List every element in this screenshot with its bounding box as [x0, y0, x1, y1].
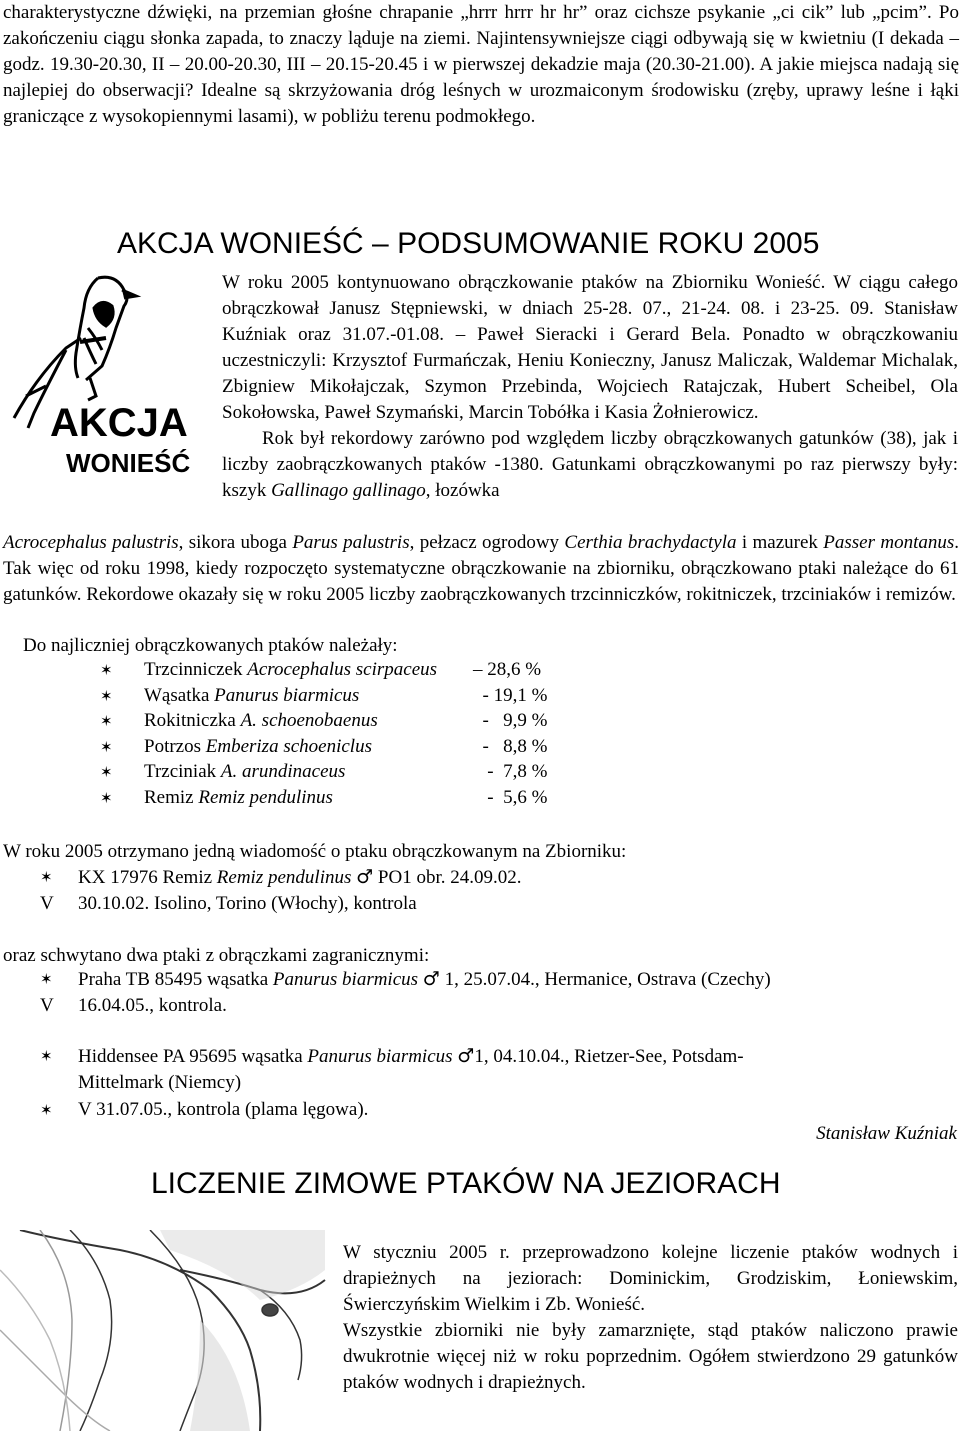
star-icon: ✶: [100, 661, 113, 679]
foreign-intro: oraz schwytano dwa ptaki z obrączkami zagranicznymi:: [3, 945, 430, 966]
logo-text-akcja: AKCJA: [50, 401, 188, 445]
star-icon: ✶: [40, 1101, 53, 1119]
list-item: ✶ Potrzos Emberiza schoeniclus - 8,8 %: [100, 734, 144, 760]
akcja-record-text: Rok był rekordowy zarówno pod względem liczby obrączkowanych gatunków (38), jak i liczby zaobrączkowanych ptaków -1380. Gatunkami obrączkowanymi po raz pierwszy były: kszyk Gallinago gallinago, łozówka: [222, 428, 958, 501]
akcja-paragraph-2: Acrocephalus palustris, sikora uboga Parus palustris, pełzacz ogrodowy Certhia brachydactyla i mazurek Passer montanus. Tak więc od roku 1998, kiedy rozpoczęto systematyczne obrączkowanie na zbiorniku, obrączkowano ptaki należące do 61 gatunków. Rekordowe okazały się w roku 2005 liczby zaobrączkowanych trzcinniczków, rokitniczek, trzciniaków i remizów.: [3, 532, 959, 605]
recovery-intro: W roku 2005 otrzymano jedną wiadomość o ptaku obrączkowanym na Zbiorniku:: [3, 841, 627, 862]
species-list: [100, 657, 548, 811]
male-icon: ♂: [422, 968, 440, 990]
star-icon: ✶: [100, 737, 113, 756]
intro-paragraph: charakterystyczne dźwięki, na przemian głośne chrapanie „hrrr hrrr hr hr” oraz cichsze psykanie „ci cik” lub „pcim”. Po zakończeniu ciągu słonka zapada, to znaczy ląduje na ziemi. Najintensywniejsze ciągi odbywają się w kwietniu (I dekada – godz. 19.30-20.30, II – 20.00-20.30, III – 20.15-20.45 i w pierwszej dekadzie maja (20.30-21.00). A jakie miejsca nadają się najlepiej do obserwacji? Idealne są skrzyżowania dróg leśnych w urozmaiconym środowisku (zręby, uprawy leśne i łąki graniczące z wysokopiennymi lasami), w pobliżu terenu podmokłego.: [3, 2, 959, 127]
list-intro: Do najliczniej obrączkowanych ptaków należały:: [23, 635, 398, 656]
akcja-participants-text: W roku 2005 kontynuowano obrączkowanie ptaków na Zbiorniku Wonieść. W ciągu całego obrączkował Janusz Stępniewski, w dniach 25-28. 07., 21-24. 08. i 23-25. 09. Stanisław Kuźniak oraz 31.07.-01.08. – Paweł Sieracki i Gerard Bela. Ponadto w obrączkowaniu uczestniczyli: Krzysztof Furmańczak, Heniu Konieczny, Janusz Maliczak, Waldemar Michalak, Zbigniew Mikołajczak, Szymon Przebinda, Wojciech Ratajczak, Hubert Scheibel, Ola Sokołowska, Paweł Szymański, Marcin Tobółka i Kasia Żołnierowicz.: [222, 272, 958, 423]
zima-paragraph-2: Wszystkie zbiorniki nie były zamarznięte, stąd ptaków naliczono prawie dwukrotnie więcej niż w roku poprzednim. Ogółem stwierdzono 29 gatunków ptaków wodnych i drapieżnych.: [343, 1320, 958, 1393]
zima-paragraphs: [343, 1240, 958, 1396]
star-icon: ✶: [40, 970, 53, 988]
v-marker: V: [40, 893, 54, 914]
latin-gallinago: Gallinago gallinago: [271, 480, 426, 501]
logo-text-wonies: WONIEŚĆ: [66, 448, 191, 478]
star-icon: ✶: [100, 686, 113, 705]
list-item: ✶ Rokitniczka A. schoenobaenus - 9,9 %: [100, 708, 144, 734]
male-icon: ♂: [457, 1045, 475, 1067]
list-item: ✶ Trzcinniczek Acrocephalus scirpaceus – 28,6 %: [100, 657, 144, 683]
star-icon: ✶: [100, 712, 113, 731]
foreign-entry-1: ✶ Praha TB 85495 wąsatka Panurus biarmicus ♂ 1, 25.07.04., Hermanice, Ostrava (Czechy) V 16.04.05., kontrola.: [3, 966, 959, 1020]
akcja-wonies-logo: [6, 268, 216, 478]
male-icon: ♂: [356, 866, 374, 888]
recovery-entry: ✶ KX 17976 Remiz Remiz pendulinus ♂ PO1 obr. 24.09.02. V 30.10.02. Isolino, Torino (Włochy), kontrola: [3, 864, 959, 918]
star-icon: ✶: [100, 763, 113, 782]
foreign-entry-2: ✶ Hiddensee PA 95695 wąsatka Panurus biarmicus ♂1, 04.10.04., Rietzer-See, Potsdam- Mittelmark (Niemcy) ✶ V 31.07.05., kontrola (plama lęgowa).: [3, 1043, 959, 1124]
list-item: ✶ Wąsatka Panurus biarmicus - 19,1 %: [100, 683, 144, 709]
list-item: ✶ Remiz Remiz pendulinus - 5,6 %: [100, 785, 144, 811]
v-marker: V: [40, 995, 54, 1016]
akcja-paragraph-1: [222, 270, 958, 504]
list-item: ✶ Trzciniak A. arundinaceus - 7,8 %: [100, 759, 144, 785]
akcja-heading: AKCJA WONIEŚĆ – PODSUMOWANIE ROKU 2005: [117, 227, 820, 260]
star-icon: ✶: [40, 868, 53, 886]
zima-heading: LICZENIE ZIMOWE PTAKÓW NA JEZIORACH: [151, 1167, 781, 1200]
star-icon: ✶: [40, 1047, 53, 1065]
signature: Stanisław Kuźniak: [816, 1123, 957, 1144]
star-icon: ✶: [100, 788, 113, 807]
zima-paragraph-1: W styczniu 2005 r. przeprowadzono kolejne liczenie ptaków wodnych i drapieżnych na jeziorach: Dominickim, Grodziskim, Łoniewskim, Świerczyńskim Wielkim i Zb. Wonieść.: [343, 1242, 958, 1315]
duck-illustration: [0, 1230, 330, 1431]
